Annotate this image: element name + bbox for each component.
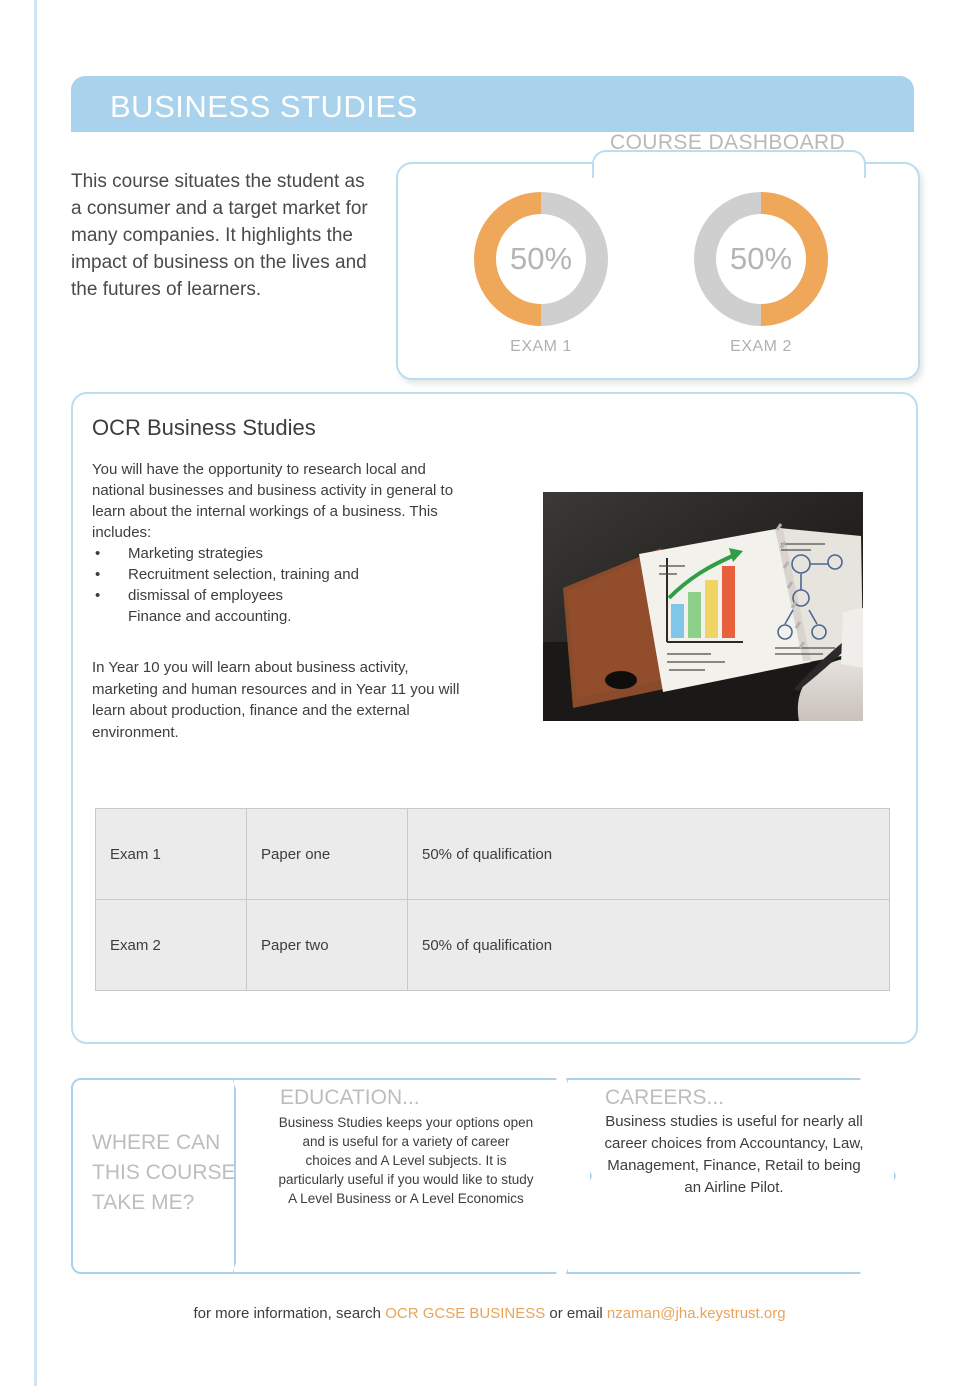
donut-chart-exam-1 [474,192,608,326]
gauge-exam-2 [694,192,828,356]
careers-heading: CAREERS... [605,1086,725,1109]
course-description [92,459,462,627]
gauge-caption-exam-2: EXAM 2 [730,338,792,355]
table-row [96,809,890,900]
notebook-with-charts-photo [543,492,863,721]
gauge-value-exam-1: 50% [496,214,586,304]
list-item [92,564,462,585]
list-item-label: Recruitment selection, training and [128,566,359,583]
intro-paragraph: This course situates the student as a consumer and a target market for many companies. It highlights the impact of business on the lives and the futures of learners. [71,171,368,300]
bullet-dot-icon: • [95,566,101,583]
table-cell-exam: Exam 1 [96,809,247,900]
list-item-label: Marketing strategies [128,545,264,562]
table-cell-paper: Paper two [247,900,408,991]
dashboard-notch-cover [594,160,860,166]
list-item [92,585,462,606]
course-subject-title: OCR Business Studies [92,415,316,440]
course-description-paragraph: You will have the opportunity to research local and national businesses and business activity in general to learn about the internal workings of a business. This includes: [92,461,454,541]
education-body: Business Studies keeps your options open and is useful for a variety of career choices and A Level subjects. It is particularly useful if you would like to study A Level Business or A Level Economics [278,1115,534,1206]
course-years-paragraph: In Year 10 you will learn about business activity, marketing and human resources and in Year 11 you will learn about production, finance and the external environment. [92,659,460,741]
education-heading: EDUCATION... [280,1086,420,1109]
list-item-label: dismissal of employees [128,587,284,604]
footer-search-term: OCR GCSE BUSINESS [385,1305,546,1322]
footer-contact [0,1305,979,1322]
table-cell-exam: Exam 2 [96,900,247,991]
gauge-value-exam-2: 50% [716,214,806,304]
footer-email[interactable]: nzaman@jha.keystrust.org [606,1305,786,1322]
page-title: BUSINESS STUDIES [110,89,418,124]
list-item [92,543,462,564]
careers-body: Business studies is useful for nearly all career choices from Accountancy, Law, Management, Finance, Retail to being an Airline Pilot. [604,1113,864,1196]
list-item [92,606,462,627]
course-topics-list [92,543,462,627]
table-cell-weighting: 50% of qualification [408,809,890,900]
gauge-exam-1 [474,192,608,356]
assessment-table [95,808,890,991]
table-row [96,900,890,991]
bullet-dot-icon: • [95,587,101,604]
left-vertical-rule [34,0,37,1386]
footer-middle: or email [545,1305,607,1322]
footer-prefix: for more information, search [193,1305,386,1322]
donut-chart-exam-2 [694,192,828,326]
list-item-label: Finance and accounting. [128,608,292,625]
pathway-prompt-label: WHERE CAN THIS COURSE TAKE ME? [92,1131,236,1214]
table-cell-paper: Paper one [247,809,408,900]
table-cell-weighting: 50% of qualification [408,900,890,991]
gauge-caption-exam-1: EXAM 1 [510,338,572,355]
dashboard-label: COURSE DASHBOARD [610,131,846,154]
bullet-dot-icon: • [95,545,101,562]
